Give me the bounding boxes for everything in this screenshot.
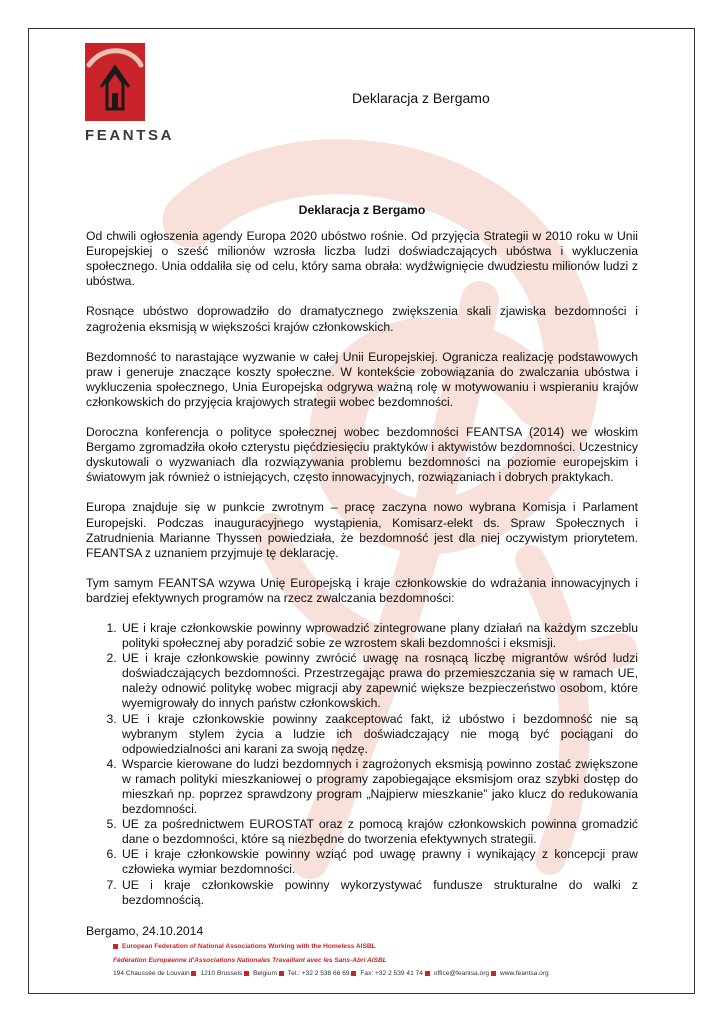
separator-square-icon [279,971,284,976]
list-item: 4. Wsparcie kierowane do ludzi bezdomnych i zagrożonych eksmisją powinno zostać zwiększone w ramach polityki mieszkaniowej o programy zapobiegające eksmisjom oraz szybki dostęp do mieszkań np. poprzez sprawdzony program „Najpierw mieszkanie” jako klucz do redukowania bezdomności. [120,757,638,817]
footer-phone: Tel.: +32 2 538 66 69 [287,970,350,977]
footer-fax: Fax: +32 2 539 41 74 [360,970,423,977]
paragraph: Tym samym FEANTSA wzywa Unię Europejską i kraje członkowskie do wdrażania innowacyjnych i bardziej efektywnych programów na rzecz zwalczania bezdomności: [86,575,638,605]
paragraph: Doroczna konferencja o polityce społecznej wobec bezdomności FEANTSA (2014) we włoskim Bergamo zgromadziła około czterystu pięćdziesięciu praktyków i aktywistów bezdomności. Uczestnicy dyskutowali o wyzwaniach dla rozwiązywania problemu bezdomności na poziomie europejskim i światowym jak również o istniejących, często innowacyjnych, rozwiązaniach i dobrych praktykach. [86,425,638,485]
list-item: 3. UE i kraje członkowskie powinny zaakceptować fakt, iż ubóstwo i bezdomność nie są wybranym stylem życia a ludzie ich doświadczający nie mogą być pociągani do odpowiedzialności ani karani za swoją nędzę. [120,712,638,757]
list-item: 2. UE i kraje członkowskie powinny zwrócić uwagę na rosnącą liczbę migrantów wśród ludzi doświadczających bezdomności. Przestrzegając prawa do przemieszczania się w ramach UE, należy odnowić politykę wobec migracji aby zapewnić większe bezpieczeństwo osobom, które wyemigrowały do innych państw członkowskich. [120,651,638,711]
list-item: 6. UE i kraje członkowskie powinny wziąć pod uwagę prawny i wynikający z koncepcji praw człowieka wymiar bezdomności. [120,847,638,877]
paragraph: Bezdomność to narastające wyzwanie w całej Unii Europejskiej. Ogranicza realizację podstawowych praw i generuje znaczące koszty społeczne. W kontekście zobowiązania do zwalczania ubóstwa i wykluczenia społecznego, Unia Europejska odgrywa ważną rolę w motywowaniu i wspieraniu krajów członkowskich do przyjęcia krajowych strategii wobec bezdomności. [86,349,638,409]
separator-square-icon [351,971,356,976]
separator-square-icon [244,971,249,976]
bullet-square-icon [113,944,118,949]
footer-email-link[interactable]: office@feantsa.org [433,970,490,977]
footer-address [113,967,633,981]
footer-website-link[interactable]: www.feantsa.org [499,970,549,977]
footer-city: 1210 Brussels [200,970,243,977]
list-item: 1. UE i kraje członkowskie powinny wprowadzić zintegrowane plany działań na każdym szczeblu polityki społecznej aby poradzić sobie ze wzrostem skali bezdomności i eksmisji. [120,621,638,651]
feantsa-logo [85,43,175,144]
footer-line-english [113,940,633,954]
document-body [86,203,638,954]
separator-square-icon [491,971,496,976]
footer-line-french [113,954,633,968]
footer-french-text: Fédération Européenne d'Associations Nationales Travaillant avec les Sans-Abri AISBL [113,956,387,964]
logo-emblem [85,43,145,121]
date-line: Bergamo, 24.10.2014 [86,923,204,938]
list-item: 5. UE za pośrednictwem EUROSTAT oraz z pomocą krajów członkowskich powinna gromadzić dane o bezdomności, które są niezbędne do tworzenia efektywnych strategii. [120,817,638,847]
footer-country: Belgium [253,970,277,977]
footer-english-text: European Federation of National Associations Working with the Homeless AISBL [122,943,376,950]
separator-square-icon [191,971,196,976]
paragraph: Od chwili ogłoszenia agendy Europa 2020 ubóstwo rośnie. Od przyjęcia Strategii w 2010 roku w Unii Europejskiej o sześć milionów wzrosła liczba ludzi doświadczających ubóstwa i wykluczenia społecznego. Unia oddaliła się od celu, który sama obrała: wydźwignięcie dwudziestu milionów ludzi z ubóstwa. [86,229,638,289]
header-title: Deklaracja z Bergamo [352,90,490,106]
list-item: 7. UE i kraje członkowskie powinny wykorzystywać fundusze strukturalne do walki z bezdomnością. [120,878,638,908]
recommendations-list [86,621,638,908]
separator-square-icon [425,971,430,976]
paragraph: Europa znajduje się w punkcie zwrotnym – pracę zaczyna nowo wybrana Komisja i Parlament Europejski. Podczas inauguracyjnego wystąpienia, Komisarz-elekt ds. Spraw Społecznych i Zatrudnienia Marianne Thyssen powiedziała, że bezdomność jest dla niej oczywistym priorytetem. FEANTSA z uznaniem przyjmuje tę deklarację. [86,500,638,560]
footer-street: 194 Chaussée de Louvain [113,970,190,977]
paragraph: Rosnące ubóstwo doprowadziło do dramatycznego zwiększenia skali zjawiska bezdomności i zagrożenia eksmisją w większości krajów członkowskich. [86,304,638,334]
logo-text: FEANTSA [85,127,175,144]
footer [113,940,633,981]
document-title: Deklaracja z Bergamo [298,203,426,217]
